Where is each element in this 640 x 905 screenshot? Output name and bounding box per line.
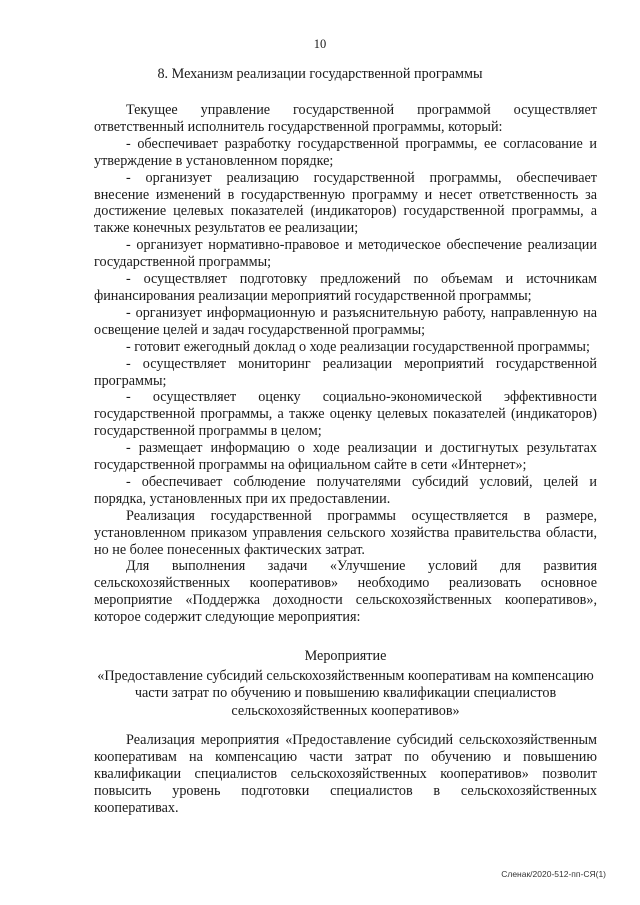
paragraph: - обеспечивает соблюдение получателями субсидий условий, целей и порядка, установленных при их предоставлении. [94,473,597,507]
measure-heading [94,648,597,720]
paragraph: - осуществляет подготовку предложений по объемам и источникам финансирования реализации мероприятий государственной программы; [94,271,597,304]
measure-heading-title: Мероприятие [304,648,387,664]
closing-text [94,732,597,817]
paragraph: - размещает информацию о ходе реализации и достигнутых результатах государственной программы на официальном сайте в сети «Интернет»; [94,440,597,474]
section-title: 8. Механизм реализации государственной программы [157,66,483,82]
paragraph: - осуществляет оценку социально-экономической эффективности государственной программы, а также оценку целевых показателей (индикаторов) государственной программы в целом; [94,389,597,440]
measure-heading-subtitle: «Предоставление субсидий сельскохозяйственным кооперативам на компенсацию части затрат по обучению и повышению квалификации специалистов сельскохозяйственных кооперативов» [97,668,594,719]
footer-reference: Сленак/2020-512-пп-СЯ(1) [501,869,606,879]
paragraph: - обеспечивает разработку государственной программы, ее согласование и утверждение в установленном порядке; [94,135,597,169]
paragraph: Для выполнения задачи «Улучшение условий для развития сельскохозяйственных кооперативов» необходимо реализовать основное мероприятие «Поддержка доходности сельскохозяйственных кооперативов», которое содержит следующие мероприятия: [94,558,597,626]
paragraph: - организует реализацию государственной программы, обеспечивает внесение изменений в государственную программу и несет ответственность за достижение целевых показателей (индикаторов) государственной программы, а также конечных результатов ее реализации; [94,169,597,237]
paragraph: Текущее управление государственной программой осуществляет ответственный исполнитель государственной программы, который: [94,102,597,135]
body-text [94,102,597,626]
page-number: 10 [313,37,327,51]
paragraph: - организует информационную и разъяснительную работу, направленную на освещение целей и задач государственной программы; [94,304,597,338]
paragraph: - осуществляет мониторинг реализации мероприятий государственной программы; [94,355,597,389]
closing-paragraph: Реализация мероприятия «Предоставление субсидий сельскохозяйственным кооперативам на компенсацию части затрат по обучению и повышению квалификации специалистов сельскохозяйственных кооперативов» позволит повысить уровень подготовки специалистов в сельскохозяйственных кооперативах. [94,732,597,817]
paragraph: Реализация государственной программы осуществляется в размере, установленном приказом управления сельского хозяйства правительства области, но не более понесенных фактических затрат. [94,507,597,558]
paragraph: - готовит ежегодный доклад о ходе реализации государственной программы; [126,338,590,355]
paragraph: - организует нормативно-правовое и методическое обеспечение реализации государственной программы; [94,237,597,271]
